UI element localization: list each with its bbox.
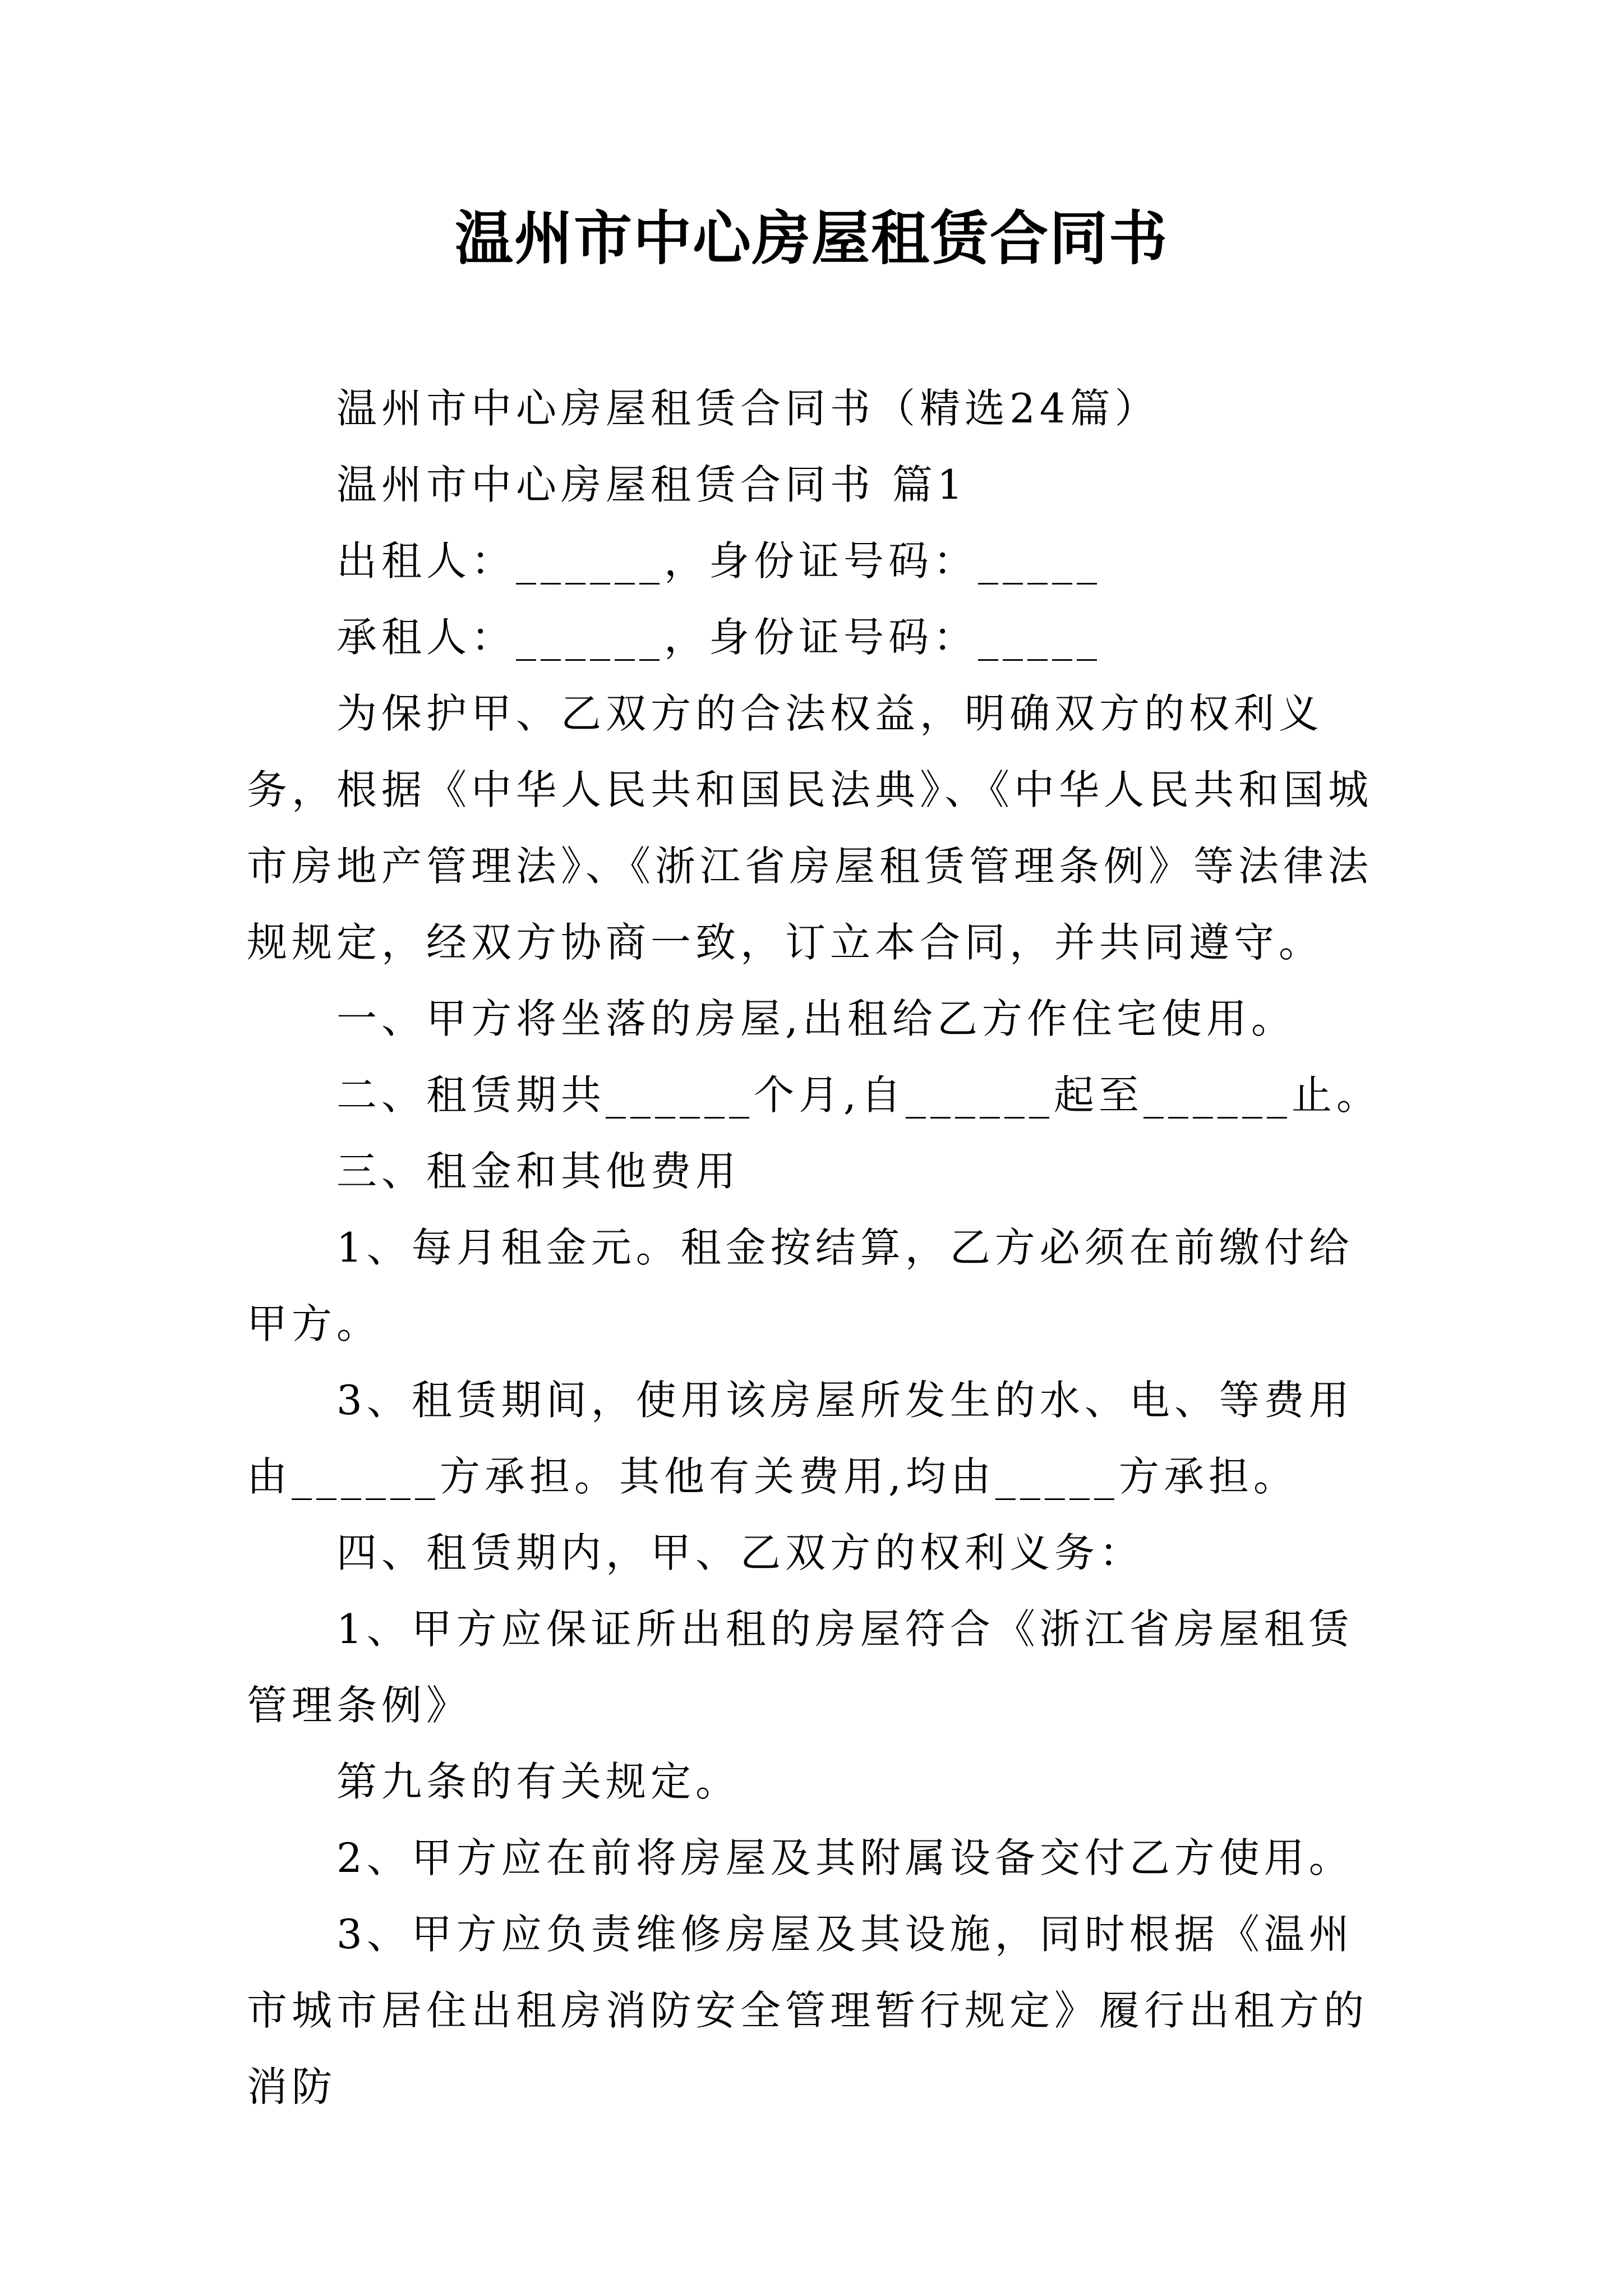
paragraph-clause-2: 二、租赁期共______个月,自______起至______止。: [336, 1071, 1381, 1119]
paragraph-clause-4-1: 1、甲方应保证所出租的房屋符合《浙江省房屋租赁管理条例》: [247, 1605, 1354, 1729]
paragraph-lessor: 出租人：______，身份证号码：_____: [336, 537, 1102, 585]
paragraph-section-heading: 温州市中心房屋租赁合同书 篇1: [336, 461, 967, 508]
paragraph-clause-1: 一、甲方将坐落的房屋,出租给乙方作住宅使用。: [336, 995, 1296, 1042]
paragraph-clause-4-3: 3、甲方应负责维修房屋及其设施，同时根据《温州市城市居住出租房消防安全管理暂行规定》履行出租方的消防: [247, 1911, 1369, 2110]
paragraph-clause-3-1: 1、每月租金元。租金按结算，乙方必须在前缴付给甲方。: [247, 1224, 1354, 1347]
paragraph-clause-4-1-cont: 第九条的有关规定。: [336, 1758, 741, 1805]
paragraph-subtitle: 温州市中心房屋租赁合同书（精选24篇）: [336, 385, 1160, 432]
paragraph-clause-4-2: 2、甲方应在前将房屋及其附属设备交付乙方使用。: [336, 1834, 1354, 1881]
paragraph-preamble: 为保护甲、乙双方的合法权益，明确双方的权利义务，根据《中华人民共和国民法典》、《中华人民共和国城市房地产管理法》、《浙江省房屋租赁管理条例》等法律法规规定，经双方协商一致，订立本合同，并共同遵守。: [247, 690, 1373, 966]
paragraph-clause-4: 四、租赁期内，甲、乙双方的权利义务：: [336, 1529, 1145, 1576]
paragraph-clause-3-3: 3、租赁期间，使用该房屋所发生的水、电、等费用由______方承担。其他有关费用,均由_____方承担。: [247, 1377, 1354, 1500]
paragraph-lessee: 承租人：______，身份证号码：_____: [336, 614, 1102, 661]
document-title: 温州市中心房屋租赁合同书: [454, 204, 1168, 273]
document-body: [247, 370, 1385, 2125]
paragraph-clause-3: 三、租金和其他费用: [336, 1148, 741, 1195]
